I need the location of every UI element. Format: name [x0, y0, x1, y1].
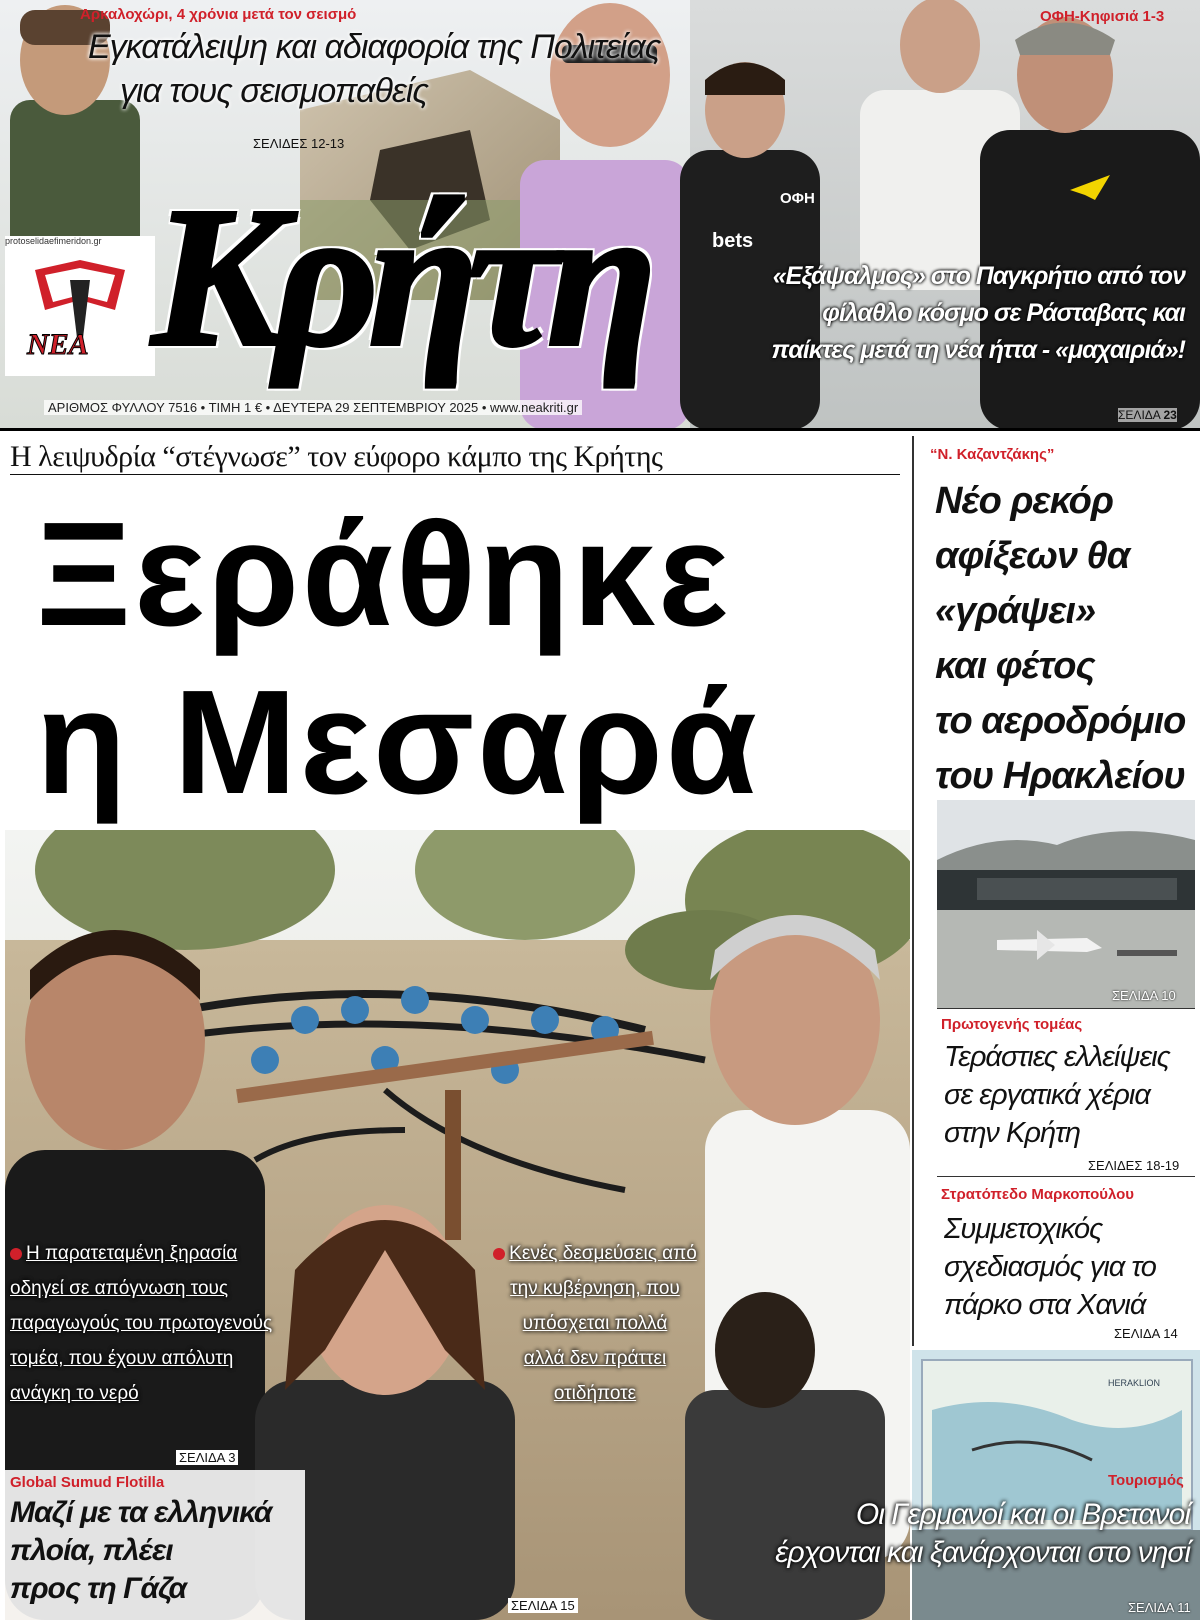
main-headline-line2: η Μεσαρά [36, 660, 760, 825]
agri-headline-line2: σε εργατικά χέρια [944, 1079, 1150, 1111]
agri-headline-line3: στην Κρήτη [944, 1117, 1080, 1149]
sports-headline-line3: παίκτες μετά τη νέα ήττα - «μαχαιριά»! [771, 336, 1185, 364]
flotilla-page-ref: ΣΕΛΙΔΑ 15 [508, 1598, 578, 1613]
top-left-kicker: Αρκαλοχώρι, 4 χρόνια μετά τον σεισμό [80, 6, 357, 23]
jersey-text-ofi: ΟΦΗ [780, 190, 815, 207]
airport-headline-line1: Νέο ρεκόρ [935, 480, 1113, 522]
flotilla-headline [10, 1494, 272, 1608]
tourism-headline-line2: έρχονται και ξανάρχονται στο νησί [775, 1536, 1190, 1569]
main-bullet-right-line-5: οτιδήποτε [553, 1383, 637, 1404]
tourism-sign-text: HERAKLION [1108, 1378, 1161, 1388]
sports-headline-line2: φίλαθλο κόσμο σε Ράσταβατς και [822, 299, 1185, 327]
tourism-headline-line1: Οι Γερμανοί και οι Βρετανοί [855, 1498, 1190, 1531]
masthead-title: Κρήτη [152, 167, 647, 388]
park-headline-line2: σχεδιασμός για το [944, 1251, 1156, 1283]
bullet-dot-icon [493, 1248, 505, 1260]
main-bullet-left-line-5: ανάγκη το νερό [10, 1383, 139, 1404]
logo-emblem-icon [25, 250, 135, 340]
sports-headline-line1: «Εξάψαλμος» στο Παγκρήτιο από τον [772, 262, 1185, 290]
tourism-headline [630, 1496, 1190, 1572]
logo-block [5, 236, 155, 376]
tourism-page-ref: ΣΕΛΙΔΑ 11 [1128, 1600, 1191, 1615]
main-bullet-right [485, 1236, 705, 1411]
top-left-headline-line1: Εγκατάλειψη και αδιαφορία της Πολιτείας [88, 28, 661, 66]
issue-info-line: ΑΡΙΘΜΟΣ ΦΥΛΛΟΥ 7516 • ΤΙΜΗ 1 € • ΔΕΥΤΕΡΑ 29 ΣΕΠΤΕΜΒΡΙΟΥ 2025 • www.neakriti.gr [44, 400, 582, 415]
header-rule [0, 428, 1200, 431]
park-headline [944, 1210, 1156, 1324]
main-overline: Η λειψυδρία “στέγνωσε” τον εύφορο κάμπο της Κρήτης [10, 440, 900, 475]
flotilla-headline-line1: Μαζί με τα ελληνικά [10, 1496, 272, 1529]
logo-nea-text: ΝΕΑ [27, 328, 89, 361]
agri-headline-line1: Τεράστιες ελλείψεις [944, 1041, 1170, 1073]
agri-kicker: Πρωτογενής τομέας [941, 1016, 1083, 1033]
main-bullet-right-line-3: υπόσχεται πολλά [522, 1313, 668, 1334]
top-left-page-ref: ΣΕΛΙΔΕΣ 12-13 [253, 136, 345, 151]
main-bullet-left-line-3: παραγωγούς του πρωτογενούς [10, 1313, 273, 1334]
airport-headline-line3: «γράψει» [935, 590, 1096, 632]
main-bullet-right-line-2: την κυβέρνηση, που [510, 1278, 680, 1299]
main-bullet-right-line [485, 1236, 705, 1271]
airport-kicker: “Ν. Καζαντζάκης” [930, 446, 1055, 463]
airport-headline-line2: αφίξεων θα [935, 535, 1130, 577]
sports-page-label: ΣΕΛΙΔΑ [1118, 408, 1161, 422]
sports-headline [700, 258, 1185, 369]
bullet-dot-icon [10, 1248, 22, 1260]
park-headline-line3: πάρκο στα Χανιά [944, 1289, 1146, 1321]
airport-headline-line4: και φέτος [935, 645, 1095, 687]
main-bullet-left-line-1: Η παρατεταμένη ξηρασία [26, 1243, 238, 1264]
airport-headline-line5: το αεροδρόμιο [935, 700, 1186, 742]
airport-headline-line6: του Ηρακλείου [935, 755, 1185, 797]
airport-photo-image [937, 800, 1195, 1008]
main-headline-line1: Ξεράθηκε [36, 492, 732, 657]
flotilla-headline-line2: πλοία, πλέει [10, 1534, 173, 1567]
main-bullet-right-line-4: αλλά δεν πράττει [523, 1348, 667, 1369]
airport-page-ref: ΣΕΛΙΔΑ 10 [1112, 988, 1176, 1003]
main-bullet-right-line-1: Κενές δεσμεύσεις από [509, 1243, 697, 1264]
airport-headline [935, 474, 1185, 804]
main-bullet-left-page-ref: ΣΕΛΙΔΑ 3 [176, 1450, 238, 1465]
flotilla-headline-line3: προς τη Γάζα [10, 1572, 187, 1605]
agri-rule [937, 1176, 1195, 1177]
jersey-text-bets: bets [712, 230, 754, 252]
park-headline-line1: Συμμετοχικός [944, 1213, 1103, 1245]
main-bullet-left-line-2: οδηγεί σε απόγνωση τους [10, 1278, 229, 1299]
park-kicker: Στρατόπεδο Μαρκοπούλου [941, 1186, 1135, 1203]
top-right-kicker: ΟΦΗ-Κηφισιά 1-3 [1040, 8, 1165, 25]
sports-page-number: 23 [1163, 408, 1177, 422]
flotilla-kicker: Global Sumud Flotilla [10, 1474, 165, 1491]
airport-photo [937, 800, 1195, 1008]
airport-rule [937, 1008, 1195, 1009]
sports-page-ref [1118, 408, 1177, 422]
agri-page-ref: ΣΕΛΙΔΕΣ 18-19 [1088, 1158, 1180, 1173]
sidebar-rule [912, 436, 914, 1346]
top-left-headline-line2: για τους σεισμοπαθείς [120, 72, 428, 110]
watermark-text: protoselidaefimeridon.gr [5, 236, 102, 246]
park-page-ref: ΣΕΛΙΔΑ 14 [1114, 1326, 1178, 1341]
agri-headline [944, 1038, 1170, 1152]
main-bullet-left [10, 1236, 280, 1411]
tourism-kicker: Τουρισμός [1108, 1472, 1184, 1489]
main-bullet-left-line-4: τομέα, που έχουν απόλυτη [10, 1348, 234, 1369]
main-bullet-left-line [10, 1236, 280, 1271]
